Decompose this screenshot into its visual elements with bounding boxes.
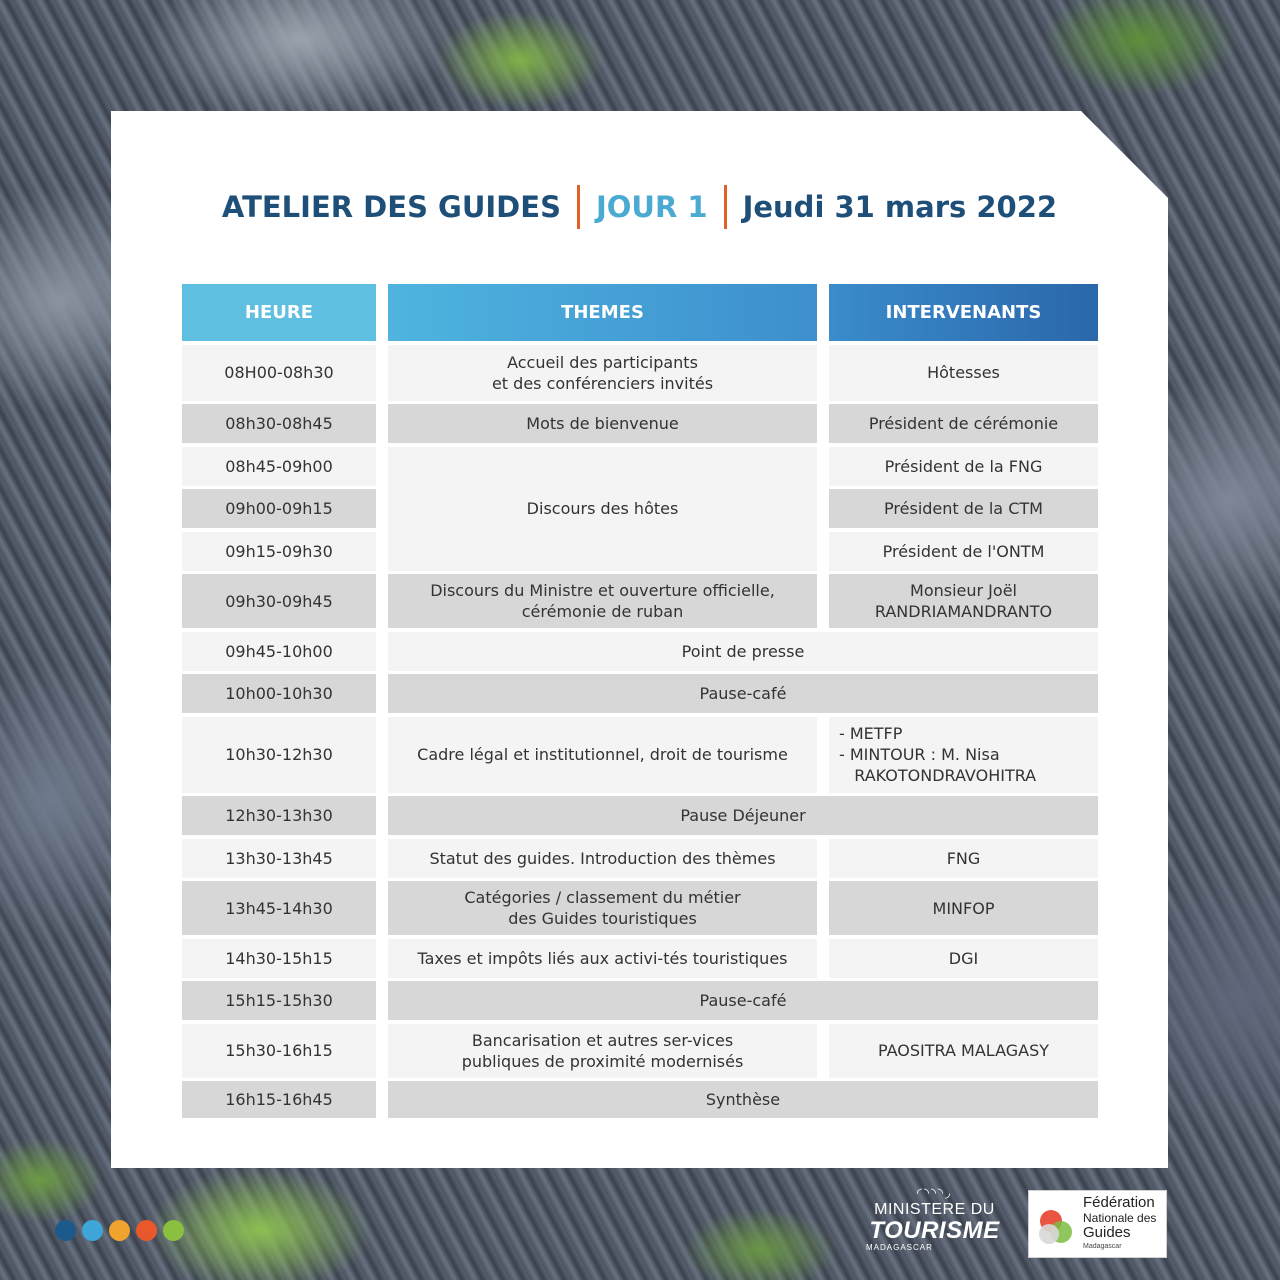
time-cell: 10h00-10h30 xyxy=(182,674,376,713)
time-cell: 15h30-16h15 xyxy=(182,1024,376,1078)
theme-cell: Discours du Ministre et ouverture officielle, cérémonie de ruban xyxy=(388,574,817,628)
theme-cell: Taxes et impôts liés aux activi-tés touristiques xyxy=(388,939,817,978)
ministry-logo-line2: TOURISME xyxy=(869,1217,1000,1244)
time-cell: 08H00-08h30 xyxy=(182,345,376,401)
theme-cell: Cadre légal et institutionnel, droit de tourisme xyxy=(388,717,817,793)
header-intervenants: INTERVENANTS xyxy=(829,284,1098,341)
time-cell: 09h30-09h45 xyxy=(182,574,376,628)
theme-cell: Statut des guides. Introduction des thèmes xyxy=(388,839,817,878)
title-separator xyxy=(724,185,727,229)
fng-logo-line1: Fédération xyxy=(1083,1194,1155,1211)
time-cell: 09h00-09h15 xyxy=(182,489,376,528)
fng-logo-line2: Nationale des xyxy=(1083,1211,1157,1225)
speaker-cell: Président de l'ONTM xyxy=(829,532,1098,571)
theme-cell-wide: Pause Déjeuner xyxy=(388,796,1098,835)
time-cell: 12h30-13h30 xyxy=(182,796,376,835)
fng-logo-line3: Guides xyxy=(1083,1224,1131,1241)
ministry-logo xyxy=(862,1185,1007,1260)
speaker-cell: PAOSITRA MALAGASY xyxy=(829,1024,1098,1078)
sun-arc-icon: ◜◝◝◝◞ xyxy=(916,1185,953,1200)
time-cell: 14h30-15h15 xyxy=(182,939,376,978)
speaker-cell: Monsieur Joël RANDRIAMANDRANTO xyxy=(829,574,1098,628)
dot-4 xyxy=(136,1220,157,1241)
dot-3 xyxy=(109,1220,130,1241)
time-cell: 08h30-08h45 xyxy=(182,404,376,443)
ministry-logo-line1: MINISTERE DU xyxy=(874,1201,995,1218)
dot-1 xyxy=(55,1220,76,1241)
page-title xyxy=(111,182,1168,232)
speaker-cell: MINFOP xyxy=(829,881,1098,935)
theme-cell: Mots de bienvenue xyxy=(388,404,817,443)
speaker-cell: FNG xyxy=(829,839,1098,878)
fng-logo xyxy=(1028,1190,1167,1258)
header-themes: THEMES xyxy=(388,284,817,341)
speaker-cell: - METFP - MINTOUR : M. Nisa RAKOTONDRAVOHITRA xyxy=(829,717,1098,793)
header-heure: HEURE xyxy=(182,284,376,341)
title-separator xyxy=(577,185,580,229)
dot-5 xyxy=(163,1220,184,1241)
title-event: ATELIER DES GUIDES xyxy=(221,190,561,224)
ministry-logo-line3: MADAGASCAR xyxy=(866,1243,933,1252)
theme-cell: Bancarisation et autres ser-vices publiques de proximité modernisés xyxy=(388,1024,817,1078)
dot-2 xyxy=(82,1220,103,1241)
speaker-cell: Président de la FNG xyxy=(829,447,1098,486)
color-dots xyxy=(55,1220,184,1241)
speaker-cell: DGI xyxy=(829,939,1098,978)
time-cell: 09h45-10h00 xyxy=(182,632,376,671)
fng-circles-icon xyxy=(1037,1205,1085,1249)
time-cell: 15h15-15h30 xyxy=(182,981,376,1020)
fng-logo-line4: Madagascar xyxy=(1083,1243,1122,1250)
theme-cell-wide: Pause-café xyxy=(388,674,1098,713)
speaker-cell: Hôtesses xyxy=(829,345,1098,401)
time-cell: 16h15-16h45 xyxy=(182,1081,376,1118)
speaker-cell: Président de la CTM xyxy=(829,489,1098,528)
theme-cell-wide: Pause-café xyxy=(388,981,1098,1020)
theme-cell-wide: Point de presse xyxy=(388,632,1098,671)
schedule-table xyxy=(182,284,1098,1118)
title-day: JOUR 1 xyxy=(595,190,708,224)
time-cell: 13h45-14h30 xyxy=(182,881,376,935)
time-cell: 08h45-09h00 xyxy=(182,447,376,486)
theme-cell: Accueil des participants et des conférenciers invités xyxy=(388,345,817,401)
time-cell: 09h15-09h30 xyxy=(182,532,376,571)
title-date: Jeudi 31 mars 2022 xyxy=(742,190,1058,224)
time-cell: 10h30-12h30 xyxy=(182,717,376,793)
time-cell: 13h30-13h45 xyxy=(182,839,376,878)
theme-cell: Catégories / classement du métier des Guides touristiques xyxy=(388,881,817,935)
theme-cell-wide: Synthèse xyxy=(388,1081,1098,1118)
theme-cell: Discours des hôtes xyxy=(388,447,817,571)
speaker-cell: Président de cérémonie xyxy=(829,404,1098,443)
